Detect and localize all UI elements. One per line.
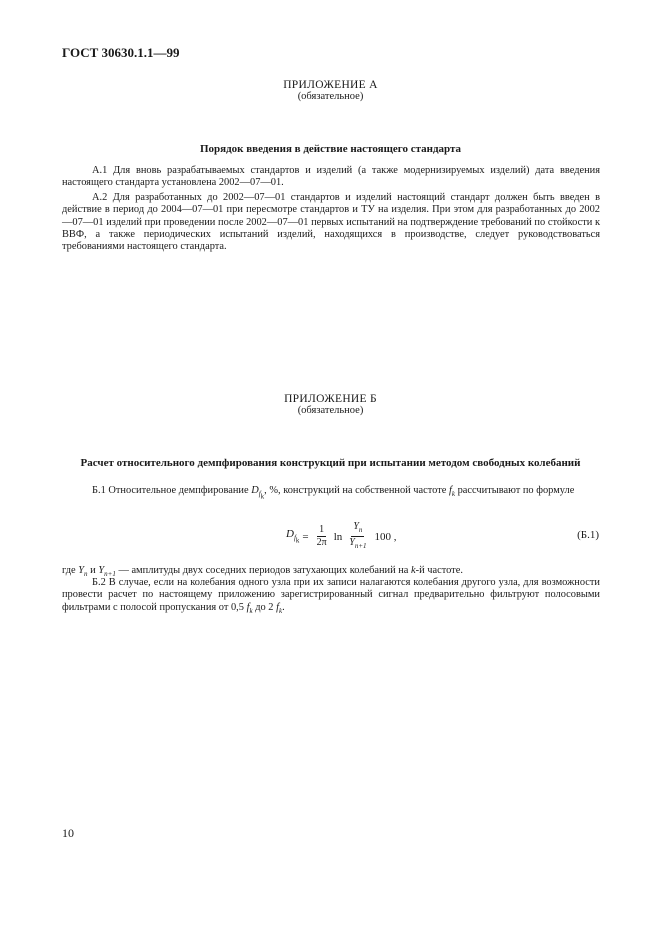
paragraph-b2: Б.2 В случае, если на колебания одного узла при их записи налагаются колебания другого узла, для возможности провести расчет по настоящему приложению зарегистрированный сигнал предварительно фильтруют полосовыми фильтрами с полосой пропускания от 0,5 $f_k$ до 2 $f_k$. — [62, 577, 600, 615]
damping-formula: $D_{f_k}$ = $\frac{1}{2\pi}$ ln $\frac{Y_n}{Y_{n+1}}$ 100 , — [286, 521, 397, 550]
equation-number: (Б.1) — [577, 529, 599, 541]
paragraph-a1: А.1 Для вновь разрабатываемых стандартов и изделий (а также модернизируемых изделий) дата введения настоящего стандарта установлена 2002—07—01. — [62, 165, 600, 189]
coefficient-fraction: $\frac{1}{2\pi}$ — [316, 524, 327, 548]
amplitude-ratio-fraction: $\frac{Y_n}{Y_{n+1}}$ — [349, 521, 367, 550]
appendix-b-title: ПРИЛОЖЕНИЕ Б — [284, 393, 377, 405]
page-number: 10 — [62, 826, 74, 840]
appendix-a-section-title: Порядок введения в действие настоящего стандарта — [199, 143, 462, 155]
appendix-a-subtitle: (обязательное) — [297, 91, 364, 102]
appendix-b-subtitle: (обязательное) — [297, 405, 364, 416]
appendix-b-section-title: Расчет относительного демпфирования конструкций при испытании методом свободных колебаний — [80, 457, 581, 469]
document-code: ГОСТ 30630.1.1—99 — [62, 45, 180, 60]
appendix-a-title: ПРИЛОЖЕНИЕ А — [283, 79, 378, 91]
formula-explanation: где $Y_n$ и $Y_{n+1}$ — амплитуды двух соседних периодов затухающих колебаний на k-й частоте. — [62, 565, 463, 579]
paragraph-b1: Б.1 Относительное демпфирование $D_{f_k}$, %, конструкций на собственной частоте $f_k$ рассчитывают по формуле — [92, 485, 575, 501]
paragraph-a2: А.2 Для разработанных до 2002—07—01 стандартов и изделий настоящий стандарт должен быть введен в действие в период до 2004—07—01 при пересмотре стандартов и ТУ на изделия. При этом для разработанных до 2002—07—01 изделий при проведении после 2002—07—01 первых испытаний на подтверждение требований по стойкости к ВВФ, а также периодических испытаний изделий, находящихся в производстве, следует руководствоваться требованиями настоящего стандарта. — [62, 192, 600, 253]
